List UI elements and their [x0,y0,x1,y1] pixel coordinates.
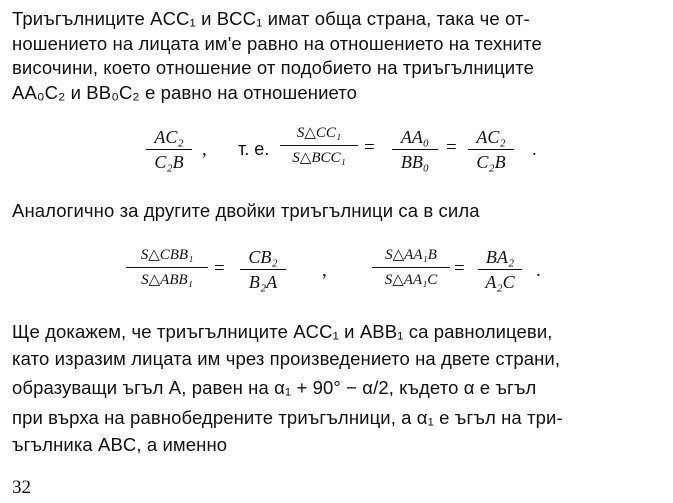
paragraph-2-line: Аналогично за другите двойки триъгълници са в сила [12,200,480,221]
fraction-bar [478,269,522,270]
fraction-cb2-b2a [240,246,286,293]
fraction-bar [126,267,208,268]
comma: , [322,260,327,281]
fraction-area-aa1b-aa1c [372,244,450,291]
ie-label: т. е. [238,139,270,159]
paragraph-3 [12,318,660,458]
paragraph-1-line: височини, което отношение от подобието на триъгълниците [12,57,534,78]
fraction-numerator: S△AA₁B [385,247,437,263]
fraction-area-cbb1-abb1 [126,244,208,291]
paragraph-3-line: ъгълника ABC, а именно [12,434,228,455]
fraction-numerator: AA₀ [400,127,430,147]
paragraph-1-line: ношението на лицата им'е равно на отношението на техните [12,32,542,54]
paragraph-1-line: Триъгълниците ACC₁ и BCC₁ имат обща страна, така че от- [12,8,530,29]
fraction-numerator: S△CBB₁ [140,247,194,263]
fraction-denominator: S△AA₁C [384,272,438,288]
fraction-denominator: S△BCC₁ [292,150,346,166]
fraction-numerator: AC₂ [154,127,184,147]
fraction-denominator: B₂A [248,272,278,292]
fraction-denominator: BB₀ [400,152,430,172]
fraction-ba2-a2c [478,246,522,293]
fraction-numerator: S△CC₁ [296,125,342,141]
fraction-numerator: AC₂ [476,127,506,147]
paragraph-1-line: AA₀C₂ и BB₀C₂ е равно на отношението [12,81,358,103]
paragraph-3-line: при върха на равнобедрените триъгълници, а α₁ е ъгъл на три- [12,407,563,428]
equals-sign: = [214,258,225,279]
equals-sign: = [446,137,457,158]
paragraph-3-line: Ще докажем, че триъгълниците ACC₁ и ABB₁ са равнолицеви, [12,321,553,342]
page-number: 32 [12,477,31,498]
fraction-denominator: C₂B [154,152,184,172]
fraction-bar [240,269,286,270]
period: . [532,139,537,160]
comma: , [202,139,207,160]
fraction-bar [372,267,450,268]
period: . [536,260,541,281]
equals-sign: = [364,137,375,158]
equals-sign: = [454,258,465,279]
fraction-denominator: C₂B [476,152,506,172]
fraction-numerator: BA₂ [485,247,515,267]
fraction-denominator: A₂C [485,272,515,292]
fraction-numerator: CB₂ [248,247,278,267]
fraction-denominator: S△ABB₁ [141,272,193,288]
paragraph-3-line: образуващи ъгъл A, равен на α₁ + 90° − α/2, където α е ъгъл [12,377,537,398]
paragraph-3-line: като изразим лицата им чрез произведението на двете страни, [12,348,561,369]
